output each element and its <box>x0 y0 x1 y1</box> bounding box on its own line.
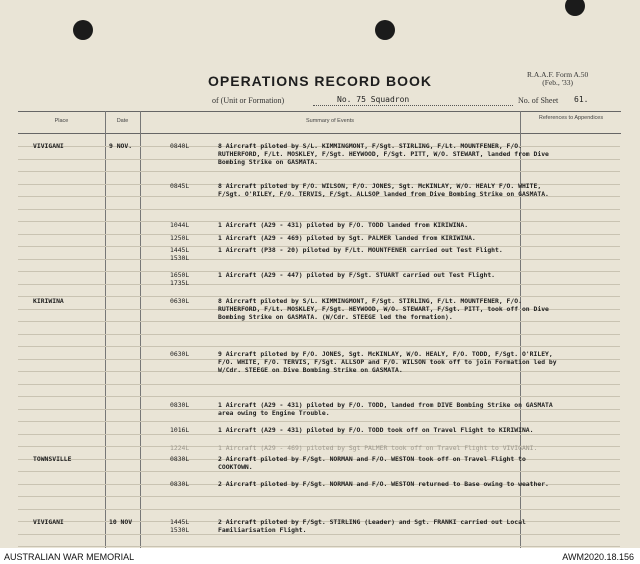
ruled-line <box>18 321 620 322</box>
entry-time: 1650L 1735L <box>170 271 190 287</box>
entry-time: 1224L <box>170 444 190 452</box>
entry-summary: 8 Aircraft piloted by F/O. WILSON, F/O. JONES, Sgt. McKINLAY, W/O. HEALY F/O. WHITE, F/Sgt. O'RILEY, F/O. TERVIS, F/Sgt. ALLSOP landed from Dive Bombing Strike on GASMATA. <box>218 182 549 198</box>
entry-place: VIVIGANI <box>33 142 64 150</box>
entry-summary: 1 Aircraft (A29 - 431) piloted by F/O. TODD, landed from DIVE Bombing Strike on GASMATA area owing to Engine Trouble. <box>218 401 553 417</box>
archive-credit: AUSTRALIAN WAR MEMORIAL <box>4 552 135 562</box>
ruled-line <box>18 496 620 497</box>
sheet-number-label: No. of Sheet <box>518 96 559 105</box>
punch-hole-right <box>565 0 585 16</box>
column-header-summary: Summary of Events <box>306 118 354 124</box>
entry-summary: 2 Aircraft piloted by F/Sgt. STIRLING (Leader) and Sgt. FRANKI carried out Local Familiarisation Flight. <box>218 518 526 534</box>
column-header-date: Date <box>116 118 129 124</box>
unit-underline <box>313 105 513 106</box>
entry-summary: 1 Aircraft (P38 - 20) piloted by F/Lt. MOUNTFENER carried out Test Flight. <box>218 246 503 254</box>
ruled-line <box>18 334 620 335</box>
archive-reference: AWM2020.18.156 <box>562 552 634 562</box>
entry-time: 0830L <box>170 401 190 409</box>
entry-summary: 1 Aircraft (A29 - 469) piloted by Sgt. PALMER landed from KIRIWINA. <box>218 234 476 242</box>
ruled-line <box>18 509 620 510</box>
entry-summary-faint: 1 Aircraft (A29 - 469) piloted by Sgt PALMER took off on Travel Flight to VIVIGANI. <box>218 444 538 452</box>
header-bottom-border <box>18 133 621 134</box>
entry-date: 10 NOV <box>109 518 133 526</box>
unit-label: of (Unit or Formation) <box>212 96 285 105</box>
form-ref-line1: R.A.A.F. Form A.50 <box>527 70 589 79</box>
column-header-references: References to Appendices <box>538 115 604 121</box>
entry-place: VIVIGANI <box>33 518 64 526</box>
column-header-place: Place <box>54 118 69 124</box>
sheet-number-value: 61. <box>574 95 589 104</box>
entry-summary: 8 Aircraft piloted by S/L. KIMMINGMONT, F/Sgt. STIRLING, F/Lt. MOUNTFENER, F/O. RUTHERFORD, F/Lt. MOSKLEY, F/Sgt. HEYWOOD, W/O. STEWART, F/Sgt. PITT, took off on Dive Bombing Strike on GASMATA. (W/Cdr. STEEGE led the formation). <box>218 297 549 321</box>
ruled-line <box>18 421 620 422</box>
entry-summary: 1 Aircraft (A29 - 431) piloted by F/O. TODD took off on Travel Flight to KIRIWINA. <box>218 426 534 434</box>
ruled-line <box>18 284 620 285</box>
entry-place: TOWNSVILLE <box>33 455 72 463</box>
entry-time: 0830L <box>170 480 190 488</box>
ruled-line <box>18 434 620 435</box>
ruled-line <box>18 471 620 472</box>
ruled-line <box>18 396 620 397</box>
entry-date: 9 NOV. <box>109 142 133 150</box>
entry-time: 0630L <box>170 350 190 358</box>
ruled-line <box>18 259 620 260</box>
form-title: OPERATIONS RECORD BOOK <box>208 73 432 89</box>
entry-time: 0630L <box>170 297 190 305</box>
entry-time: 1445L 1530L <box>170 246 190 262</box>
ruled-line <box>18 384 620 385</box>
entry-summary: 1 Aircraft (A29 - 447) piloted by F/Sgt. STUART carried out Test Flight. <box>218 271 496 279</box>
entry-summary: 8 Aircraft piloted by S/L. KIMMINGMONT, F/Sgt. STIRLING, F/Lt. MOUNTFENER, F/O. RUTHERFORD, F/Lt. MOSKLEY, F/Sgt. HEYWOOD, F/Sgt. PITT, W/O. STEWART, landed from Dive Bombing Strike on GASMATA. <box>218 142 549 166</box>
entry-time: 0845L <box>170 182 190 190</box>
punch-hole-left <box>73 20 93 40</box>
entry-time: 1445L 1530L <box>170 518 190 534</box>
ruled-line <box>18 346 620 347</box>
entry-time: 1044L <box>170 221 190 229</box>
table-top-border <box>18 111 621 112</box>
entry-summary: 2 Aircraft piloted by F/Sgt. NORMAN and F/O. WESTON returned to Base owing to weather. <box>218 480 549 488</box>
entry-time: 0840L <box>170 142 190 150</box>
form-ref-line2: (Feb., '33) <box>542 78 574 87</box>
entry-summary: 1 Aircraft (A29 - 431) piloted by F/O. TODD landed from KIRIWINA. <box>218 221 469 229</box>
entry-time: 1250L <box>170 234 190 242</box>
entry-summary: 9 Aircraft piloted by F/O. JONES, Sgt. McKINLAY, W/O. HEALY, F/O. TODD, F/Sgt. O'RILEY, F/O. WHITE, F/O. TERVIS, F/Sgt. ALLSOP and F/O. WILSON took off to join Formation led by W/Cdr. STEEGE on Dive Bombing Strike on GASMATA. <box>218 350 557 374</box>
col-divider-date <box>140 111 141 548</box>
ruled-line <box>18 171 620 172</box>
ruled-line <box>18 534 620 535</box>
entry-place: KIRIWINA <box>33 297 64 305</box>
entry-time: 1016L <box>170 426 190 434</box>
punch-hole-middle <box>375 20 395 40</box>
entry-summary: 2 Aircraft piloted by F/Sgt. NORMAN and F/O. WESTON took off on Travel Flight to COOKTOWN. <box>218 455 526 471</box>
ruled-line <box>18 209 620 210</box>
ruled-line <box>18 546 620 547</box>
form-reference <box>527 71 588 87</box>
entry-time: 0830L <box>170 455 190 463</box>
col-divider-place <box>105 111 106 548</box>
unit-value: No. 75 Squadron <box>337 95 410 104</box>
